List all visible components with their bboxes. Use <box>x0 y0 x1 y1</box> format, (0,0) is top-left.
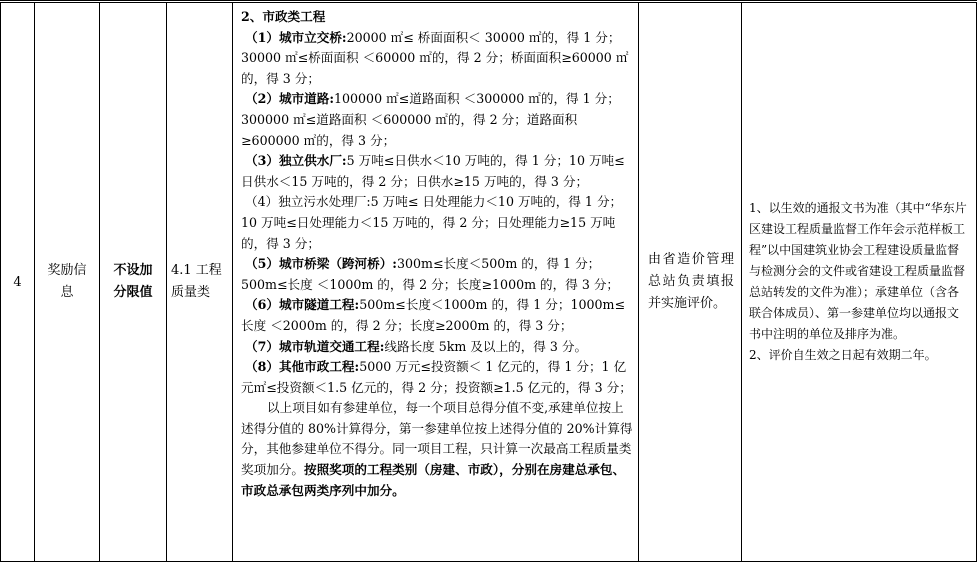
criteria-rule <box>241 89 634 151</box>
note-text: 以上项目如有参建单位，每一个项目总得分值不变,承建单位按上述得分值的 80%计算得分，第一参建单位按上述得分值的 20%计算得分，其他参建单位不得分。同一项目工程，只计算一次最高工程质量类奖项加分。 <box>241 400 633 478</box>
rule-text: 100000 ㎡≤道路面积 ＜300000 ㎡的，得 1 分；300000 ㎡≤道路面积 ＜600000 ㎡的，得 2 分；道路面积≥600000 ㎡的，得 3 分； <box>241 91 620 148</box>
rule-text: 300m≤长度＜500m 的，得 1 分；500m≤长度 ＜1000m 的，得 2 分；长度≥1000m 的，得 3 分； <box>241 256 620 292</box>
info-type-cell <box>35 3 100 562</box>
row-number-cell <box>1 3 35 562</box>
rule-title: （8）其他市政工程: <box>245 359 360 375</box>
remark-item: 1、以生效的通报文书为准（其中“华东片区建设工程质量监督工作年会示范样板工程”以中国建筑业协会工程建设质量监督与检测分会的文件或省建设工程质量监督总站转发的文件为准）；承建单位（含各联合体成员）、第一参建单位均以通报文书中注明的单位及排序为准。 <box>749 201 967 341</box>
criteria-rule <box>241 192 634 254</box>
rule-title: （7）城市轨道交通工程: <box>245 338 385 354</box>
criteria-rule <box>241 254 634 295</box>
remark-item: 2、评价自生效之日起有效期二年。 <box>749 348 937 362</box>
criteria-rule <box>241 295 634 336</box>
score-limit: 不设加分限值 <box>113 263 153 300</box>
rule-text: （4）独立污水处理厂:5 万吨≤ 日处理能力＜10 万吨的，得 1 分；10 万吨≤日处理能力＜15 万吨的，得 2 分；日处理能力≥15 万吨的，得 3 分； <box>241 194 623 251</box>
criteria-rule <box>241 28 634 90</box>
participant-note <box>241 398 634 501</box>
criteria-cell <box>233 3 639 562</box>
row-number: 4 <box>13 274 22 290</box>
rule-title: （5）城市桥梁（跨河桥）: <box>245 256 397 272</box>
rule-title: （2）城市道路: <box>245 91 334 107</box>
rule-text: 线路长度 5km 及以上的，得 3 分。 <box>384 338 588 354</box>
rule-title: （3）独立供水厂: <box>245 153 347 169</box>
table-row <box>1 3 977 562</box>
evaluation-table <box>0 2 977 562</box>
rule-title: （1）城市立交桥: <box>245 29 347 45</box>
score-limit-cell <box>100 3 167 562</box>
criteria-rule <box>241 337 634 358</box>
rule-text: 20000 ㎡≤ 桥面面积＜ 30000 ㎡的，得 1 分；30000 ㎡≤桥面面积 ＜60000 ㎡的，得 2 分；桥面面积≥60000 ㎡的，得 3 分； <box>241 29 629 86</box>
section-title: 2、市政类工程 <box>241 9 326 24</box>
responsible-org-cell <box>639 3 742 562</box>
remarks-cell <box>742 3 977 562</box>
responsible-org: 由省造价管理总站负责填报并实施评价。 <box>648 252 734 311</box>
rule-text: 5000 万元≤投资额＜ 1 亿元的，得 1 分；1 亿元㎡≤投资额＜1.5 亿元的，得 2 分；投资额≥1.5 亿元的，得 3 分； <box>241 359 632 395</box>
evaluation-item: 4.1 工程质量类 <box>171 263 222 300</box>
criteria-rule <box>241 151 634 192</box>
info-type: 奖励信息 <box>47 263 87 300</box>
rule-text: 500m≤长度＜1000m 的，得 1 分；1000m≤长度 ＜2000m 的，得 2 分；长度≥2000m 的，得 3 分； <box>241 297 626 333</box>
criteria-rule <box>241 357 634 398</box>
rule-text: 5 万吨≤日供水＜10 万吨的，得 1 分；10 万吨≤日供水＜15 万吨的，得 2 分；日供水≥15 万吨的，得 3 分； <box>241 153 625 189</box>
evaluation-item-cell <box>167 3 233 562</box>
rule-title: （6）城市隧道工程: <box>245 297 360 313</box>
note-bold-text: 按照奖项的工程类别（房建、市政），分别在房建总承包、市政总承包两类序列中加分。 <box>241 462 626 498</box>
